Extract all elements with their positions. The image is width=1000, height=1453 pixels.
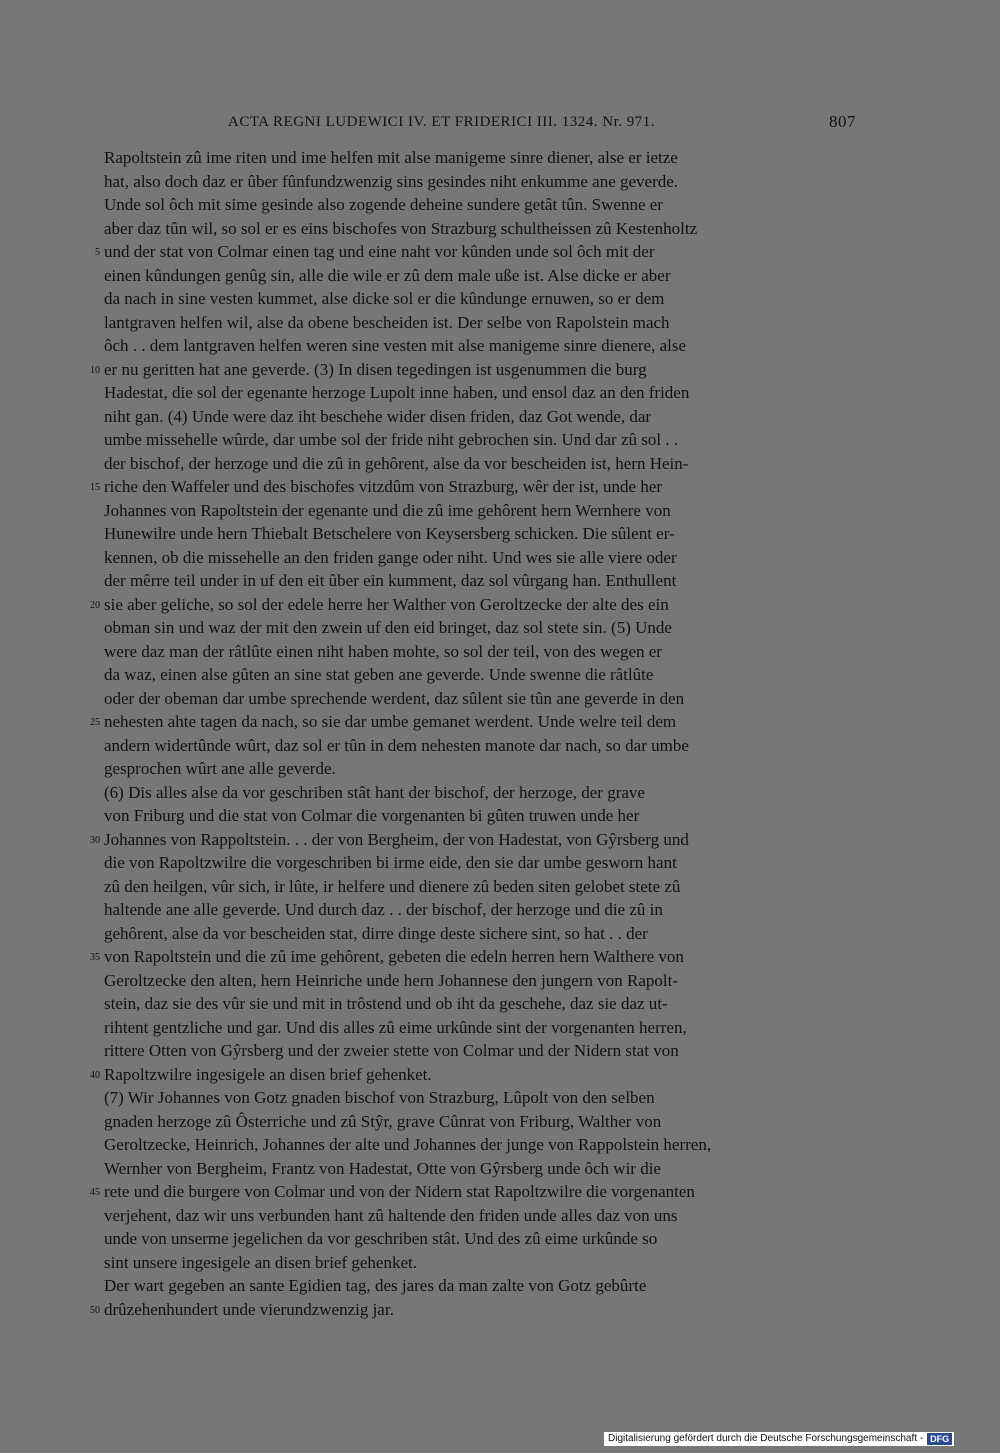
text-line [104,875,862,899]
text-line [104,804,862,828]
line-text: were daz man der râtlûte einen niht haben mohte, so sol der teil, von des wegen er [104,641,662,661]
text-line [104,405,862,429]
line-text: rihtent gentzliche und gar. Und dis alles zû eime urkûnde sint der vorgenanten herren, [104,1017,687,1037]
text-line [104,663,862,687]
line-number: 35 [90,952,100,963]
line-text: rete und die burgere von Colmar und von der Nidern stat Rapoltzwilre die vorgenanten [104,1182,695,1201]
text-line [104,428,862,452]
line-text: unde von unserme jegelichen da vor geschriben stât. Und des zû eime urkûnde so [104,1229,658,1248]
line-text: umbe missehelle wûrde, dar umbe sol der fride niht gebrochen sin. Und dar zû sol . . [104,430,679,449]
text-line [90,828,862,852]
text-line [90,358,862,382]
text-line [104,334,862,358]
line-text: nehesten ahte tagen da nach, so sie dar umbe gemanet werdent. Unde welre teil dem [104,712,677,731]
line-text: kennen, ob die missehelle an den friden gange oder niht. Und wes sie alle viere oder [104,547,677,567]
line-text: Johannes von Rappoltstein. . . der von Bergheim, der von Hadestat, von Gŷrsberg und [104,829,689,849]
line-text: sie aber geliche, so sol der edele herre her Walther von Geroltzecke der alte des ein [104,594,669,614]
page-number: 807 [829,112,856,131]
text-line [104,1274,862,1298]
line-text: einen kûndungen genûg sin, alle die wile er zû dem male uße ist. Alse dicke er aber [104,265,671,285]
line-number: 10 [90,364,100,376]
text-line [104,757,862,781]
line-text: aber daz tûn wil, so sol er es eins bischofes von Strazburg schultheissen zû Kestenholtz [104,218,698,238]
line-text: Der wart gegeben an sante Egidien tag, des jares da man zalte von Gotz gebûrte [104,1276,647,1295]
text-line [95,240,862,264]
text-line [104,687,862,711]
line-text: zû den heilgen, vûr sich, ir lûte, ir helfere und dienere zû beden siten gelobet stete zû [104,876,681,896]
line-text: von Friburg und die stat von Colmar die vorgenanten bi gûten truwen unde her [104,806,640,825]
text-line [104,851,862,875]
text-line [104,969,862,993]
text-line [104,452,862,476]
text-line [104,1133,862,1157]
text-line [104,640,862,664]
text-line [104,499,862,523]
text-line [90,1298,862,1322]
text-line [104,1086,862,1110]
text-line [104,569,862,593]
line-text: Hadestat, die sol der egenante herzoge Lupolt inne haben, und ensol daz an den friden [104,383,690,402]
text-line [104,264,862,288]
line-text: lantgraven helfen wil, alse da obene bescheiden ist. Der selbe von Rapolstein mach [104,312,670,332]
line-text: Johannes von Rapoltstein der egenante und die zû ime gehôrent hern Wernhere von [104,500,671,520]
text-line [104,1110,862,1134]
text-line [104,311,862,335]
line-number: 5 [95,247,100,258]
line-text: riche den Waffeler und des bischofes vitzdûm von Strazburg, wêr der ist, unde her [104,477,663,496]
line-text: gehôrent, alse da vor bescheiden stat, dirre dinge deste sichere sint, so hat . . der [104,923,648,943]
line-number: 50 [90,1304,100,1316]
line-text: oder der obeman dar umbe sprechende werdent, daz sûlent sie tûn ane geverde in den [104,688,685,708]
line-text: (6) Dis alles alse da vor geschriben stât hant der bischof, der herzoge, der grave [104,782,645,802]
line-text: gnaden herzoge zû Ôsterriche und zû Stŷr, grave Cûnrat von Friburg, Walther von [104,1111,662,1131]
line-text: Geroltzecke, Heinrich, Johannes der alte und Johannes der junge von Rappolstein herren, [104,1135,712,1154]
line-text: da waz, einen alse gûten an sine stat geben ane geverde. Unde swenne die râtlûte [104,665,654,684]
line-text: sint unsere ingesigele an disen brief gehenket. [104,1252,417,1272]
line-number: 20 [90,599,100,611]
text-line [104,781,862,805]
line-number: 15 [90,482,100,493]
text-line [90,1063,862,1087]
text-line [90,593,862,617]
line-text: Geroltzecke den alten, hern Heinriche unde hern Johannese den jungern von Rapolt- [104,970,679,990]
line-text: von Rapoltstein und die zû ime gehôrent, gebeten die edeln herren hern Walthere von [104,947,684,966]
text-line [90,945,862,969]
text-line [104,546,862,570]
text-line [104,287,862,311]
line-text: andern widertûnde wûrt, daz sol er tûn in dem nehesten manote dar nach, so dar umbe [104,735,689,755]
body-text [90,146,862,1321]
line-text: hat, also doch daz er ûber fûnfundzwenzig sins gesindes niht enkumme ane geverde. [104,171,679,191]
line-text: der bischof, der herzoge und die zû in gehôrent, alse da vor bescheiden ist, hern Hein- [104,453,689,473]
line-number: 40 [90,1069,100,1081]
text-line [104,193,862,217]
text-line [90,1180,862,1204]
line-text: die von Rapoltzwilre die vorgeschriben bi irme eide, den sie dar umbe gesworn hant [104,853,677,872]
line-text: drûzehenhundert unde vierundzwenzig jar. [104,1299,394,1319]
line-text: Wernher von Bergheim, Frantz von Hadestat, Otte von Gŷrsberg unde ôch wir die [104,1158,661,1178]
text-line [90,710,862,734]
line-text: Hunewilre unde hern Thiebalt Betschelere von Keysersberg schicken. Die sûlent er- [104,524,675,543]
line-text: stein, daz sie des vûr sie und mit in trôstend und ob iht da geschehe, daz sie daz ut- [104,994,668,1013]
text-line [104,616,862,640]
line-text: rittere Otten von Gŷrsberg und der zweier stette von Colmar und der Nidern stat von [104,1041,679,1060]
line-text: haltende ane alle geverde. Und durch daz . . der bischof, der herzoge und die zû in [104,900,663,919]
line-number: 45 [90,1187,100,1198]
text-line [104,992,862,1016]
line-text: da nach in sine vesten kummet, alse dicke sol er die kûndunge ernuwen, so er dem [104,289,665,308]
running-title: ACTA REGNI LUDEWICI IV. ET FRIDERICI III. 1324. Nr. 971. [228,114,656,130]
text-line [104,1204,862,1228]
text-line [104,898,862,922]
line-text: und der stat von Colmar einen tag und eine naht vor kûnden unde sol ôch mit der [104,242,655,261]
text-line [104,1157,862,1181]
line-text: (7) Wir Johannes von Gotz gnaden bischof von Strazburg, Lûpolt von den selben [104,1088,655,1107]
text-line [104,1016,862,1040]
line-text: Rapoltstein zû ime riten und ime helfen mit alse manigeme sinre diener, alse er ietze [104,148,678,167]
text-line [104,522,862,546]
dfg-funding-note [604,1432,954,1446]
line-text: Unde sol ôch mit sime gesinde also zogende deheine sundere getât tûn. Swenne er [104,195,663,214]
dfg-logo: DFG [927,1433,952,1445]
text-line [104,170,862,194]
text-line [104,1039,862,1063]
line-text: er nu geritten hat ane geverde. (3) In disen tegedingen ist usgenummen die burg [104,359,647,379]
line-text: ôch . . dem lantgraven helfen weren sine vesten mit alse manigeme sinre dienere, alse [104,336,687,355]
line-text: verjehent, daz wir uns verbunden hant zû haltende den friden unde alles daz von uns [104,1205,678,1225]
text-line [104,217,862,241]
text-line [104,146,862,170]
line-text: obman sin und waz der mit den zwein uf den eid bringet, daz sol stete sin. (5) Unde [104,618,672,637]
text-line [104,922,862,946]
funding-text: Digitalisierung gefördert durch die Deutsche Forschungsgemeinschaft - [608,1433,924,1444]
line-text: Rapoltzwilre ingesigele an disen brief gehenket. [104,1064,432,1084]
line-number: 25 [90,717,100,728]
line-text: der mêrre teil under in uf den eit ûber ein kumment, daz sol vûrgang han. Enthullent [104,571,677,590]
text-line [90,475,862,499]
line-text: gesprochen wûrt ane alle geverde. [104,759,336,778]
running-header [228,110,856,136]
text-line [104,1251,862,1275]
line-number: 30 [90,834,100,846]
text-line [104,381,862,405]
line-text: niht gan. (4) Unde were daz iht beschehe wider disen friden, daz Got wende, dar [104,406,652,426]
text-line [104,1227,862,1251]
text-line [104,734,862,758]
